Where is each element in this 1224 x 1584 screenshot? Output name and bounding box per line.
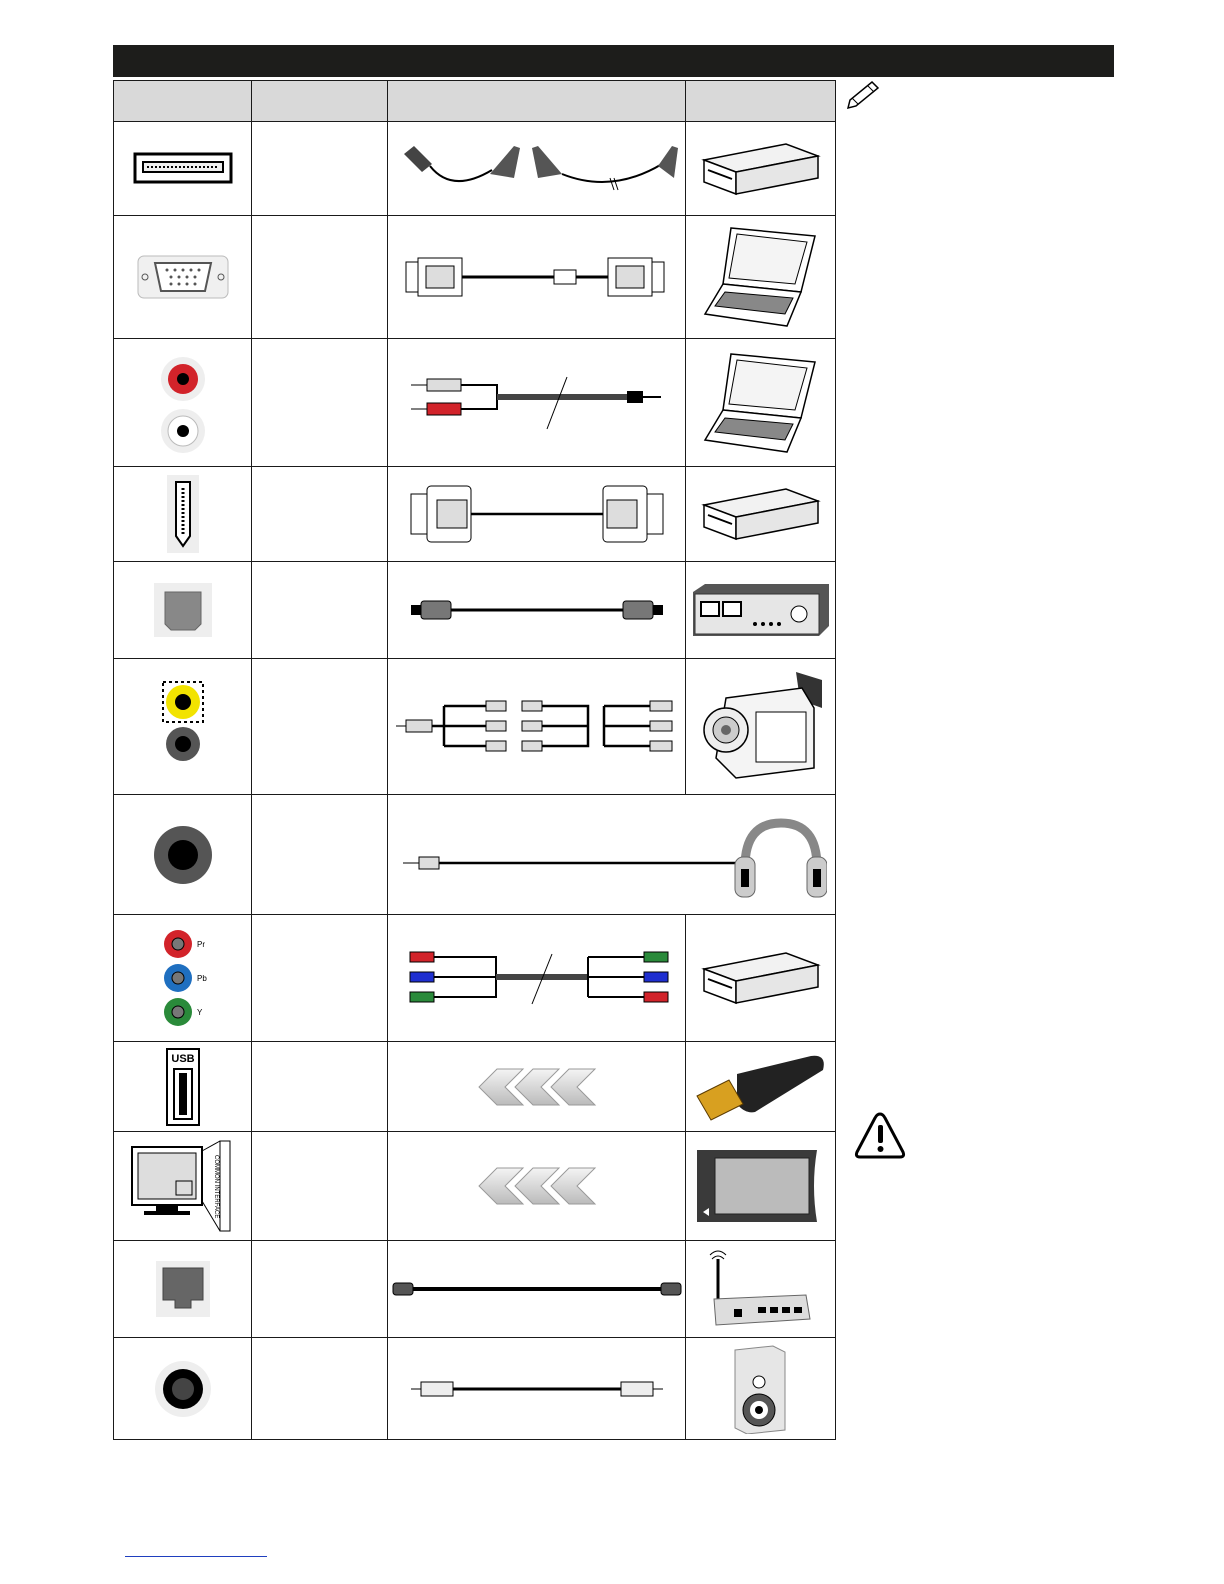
footer-link-underline[interactable] (125, 1556, 267, 1557)
laptop-icon (686, 339, 836, 467)
scart-socket-icon (114, 122, 252, 216)
optical-socket-icon (114, 562, 252, 659)
type-cell (252, 122, 388, 216)
table-row (114, 1132, 836, 1241)
camcorder-icon (686, 659, 836, 795)
type-cell (252, 216, 388, 339)
hdmi-cable-icon (388, 467, 686, 562)
headphone-cable-icon (388, 795, 836, 915)
laptop-icon (686, 216, 836, 339)
header-connector (114, 81, 252, 122)
ci-label: COMMON INTERFACE (212, 1155, 219, 1219)
rca-to-jack-cable-icon (388, 339, 686, 467)
type-cell (252, 339, 388, 467)
table-row (114, 1241, 836, 1338)
dvd-recorder-icon (686, 467, 836, 562)
table-row (114, 1338, 836, 1440)
connections-table (113, 80, 836, 1440)
pencil-note-icon (842, 80, 882, 114)
av-cable-icon (388, 659, 686, 795)
hdmi-socket-icon (114, 467, 252, 562)
header-device (686, 81, 836, 122)
table-row (114, 339, 836, 467)
cam-module-icon (686, 1132, 836, 1241)
pb-label: Pb (196, 974, 207, 983)
usb-label: USB (170, 1052, 195, 1065)
amplifier-icon (686, 562, 836, 659)
insert-arrows-icon (388, 1042, 686, 1132)
type-cell (252, 467, 388, 562)
usb-stick-icon (686, 1042, 836, 1132)
table-row (114, 467, 836, 562)
component-socket-icon (114, 915, 252, 1042)
headphones-icon (735, 823, 827, 897)
type-cell (252, 659, 388, 795)
router-icon (686, 1241, 836, 1338)
type-cell (252, 915, 388, 1042)
type-cell (252, 1241, 388, 1338)
av-socket-icon (114, 659, 252, 795)
dvd-recorder-icon (686, 122, 836, 216)
pr-label: Pr (196, 940, 205, 949)
table-row (114, 795, 836, 915)
usb-socket-icon (114, 1042, 252, 1132)
vga-socket-icon (114, 216, 252, 339)
rca-audio-socket-icon (114, 339, 252, 467)
headphone-socket-icon (114, 795, 252, 915)
coax-socket-icon (114, 1338, 252, 1440)
table-row (114, 1042, 836, 1132)
type-cell (252, 562, 388, 659)
header-cables (388, 81, 686, 122)
vga-cable-icon (388, 216, 686, 339)
optical-cable-icon (388, 562, 686, 659)
ci-slot-icon (114, 1132, 252, 1241)
section-title-bar (113, 45, 1114, 77)
table-row (114, 915, 836, 1042)
type-cell (252, 1338, 388, 1440)
y-label: Y (196, 1008, 202, 1017)
type-cell (252, 795, 388, 915)
insert-arrows-icon (388, 1132, 686, 1241)
warning-icon (854, 1110, 906, 1160)
type-cell (252, 1042, 388, 1132)
subwoofer-icon (686, 1338, 836, 1440)
table-header-row (114, 81, 836, 122)
ethernet-socket-icon (114, 1241, 252, 1338)
header-type (252, 81, 388, 122)
table-row (114, 562, 836, 659)
ethernet-cable-icon (388, 1241, 686, 1338)
type-cell (252, 1132, 388, 1241)
table-row (114, 659, 836, 795)
rca-cable-icon (388, 1338, 686, 1440)
hdmi-to-scart-cable-icon (388, 122, 686, 216)
component-cable-icon (388, 915, 686, 1042)
dvd-recorder-icon (686, 915, 836, 1042)
table-row (114, 122, 836, 216)
table-row (114, 216, 836, 339)
